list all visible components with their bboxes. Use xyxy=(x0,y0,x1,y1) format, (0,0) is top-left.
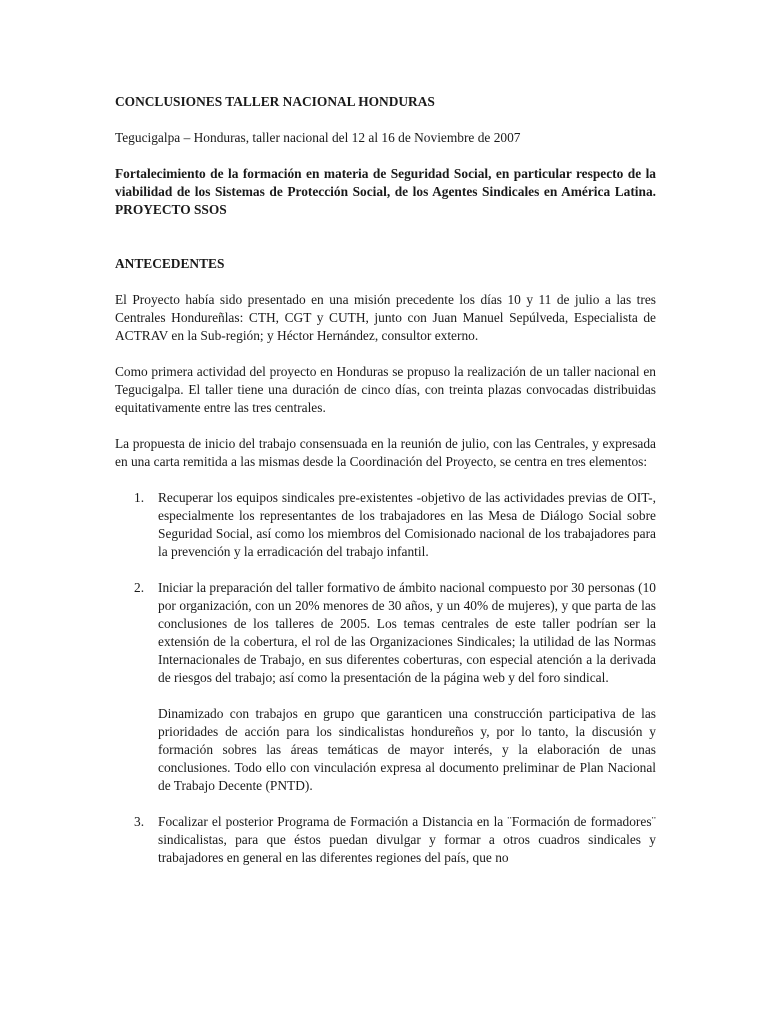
place-date-line: Tegucigalpa – Honduras, taller nacional del 12 al 16 de Noviembre de 2007 xyxy=(115,130,521,145)
list-item-number: 3. xyxy=(134,814,145,829)
document-title: CONCLUSIONES TALLER NACIONAL HONDURAS xyxy=(115,94,435,109)
list-item-text: Focalizar el posterior Programa de Formación a Distancia en la ¨Formación de formadores¨ sindicalistas, para que éstos puedan divulgar y formar a otros cuadros sindicales y trabajadores en general en las diferentes regiones del país, que no xyxy=(158,814,656,865)
list-item-3 xyxy=(115,813,656,867)
list-item-text: Recuperar los equipos sindicales pre-existentes -objetivo de las actividades previas de OIT-, especialmente los representantes de los trabajadores en las Mesa de Diálogo Social sobre Seguridad Social, así como los miembros del Comisionado nacional de los trabajadores para la prevención y la erradicación del trabajo infantil. xyxy=(158,490,656,559)
paragraph-1: El Proyecto había sido presentado en una misión precedente los días 10 y 11 de julio a las tres Centrales Hondureñlas: CTH, CGT y CUTH, junto con Juan Manuel Sepúlveda, Especialista de ACTRAV en la Sub-región; y Héctor Hernández, consultor externo. xyxy=(115,292,656,343)
project-subtitle: Fortalecimiento de la formación en materia de Seguridad Social, en particular respecto de la viabilidad de los Sistemas de Protección Social, de los Agentes Sindicales en América Latina. PROYECTO SSOS xyxy=(115,166,656,217)
paragraph-2: Como primera actividad del proyecto en Honduras se propuso la realización de un taller nacional en Tegucigalpa. El taller tiene una duración de cinco días, con treinta plazas convocadas distribuidas equitativamente entre las tres centrales. xyxy=(115,364,656,415)
list-item-text: Iniciar la preparación del taller formativo de ámbito nacional compuesto por 30 personas (10 por organización, con un 20% menores de 30 años, y un 40% de mujeres), y que parta de las conclusiones de los talleres de 2005. Los temas centrales de este taller podrían ser la extensión de la cobertura, el rol de las Organizaciones Sindicales; la utilidad de las Normas Internacionales de Trabajo, en sus diferentes coberturas, con especial atención a la derivada de riesgos del trabajo; así como la presentación de la página web y del foro sindical. xyxy=(158,580,656,685)
list-item-number: 2. xyxy=(134,580,145,595)
list-item-2 xyxy=(115,579,656,795)
document-body xyxy=(115,93,656,885)
numbered-list xyxy=(115,489,656,867)
list-item-number: 1. xyxy=(134,490,145,505)
list-item-1 xyxy=(115,489,656,561)
paragraph-3: La propuesta de inicio del trabajo consensuada en la reunión de julio, con las Centrales, y expresada en una carta remitida a las mismas desde la Coordinación del Proyecto, se centra en tres elementos: xyxy=(115,436,656,469)
list-item-continuation: Dinamizado con trabajos en grupo que garanticen una construcción participativa de las prioridades de acción para los sindicalistas hondureños y, por lo tanto, la discusión y formación sobres las áreas temáticas de mayor interés, y la elaboración de unas conclusiones. Todo ello con vinculación expresa al documento preliminar de Plan Nacional de Trabajo Decente (PNTD). xyxy=(158,706,656,793)
section-heading-antecedentes: ANTECEDENTES xyxy=(115,256,225,271)
